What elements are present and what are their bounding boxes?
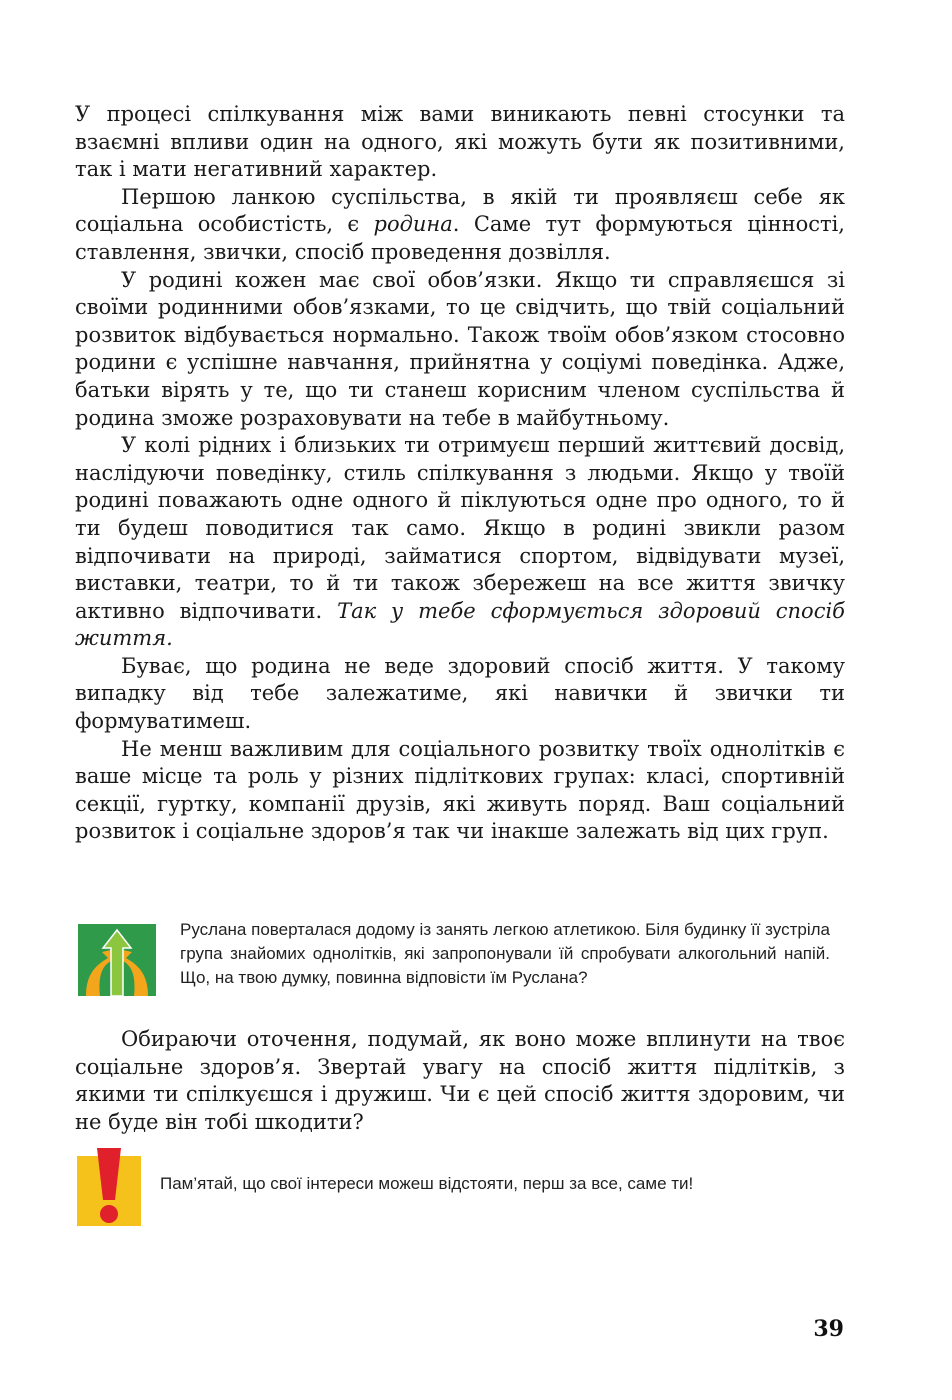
emphasis-term: родина: [373, 212, 453, 237]
paragraph: [75, 432, 845, 653]
situation-box: [75, 918, 845, 1018]
main-text-section: [75, 101, 845, 846]
paragraph: Буває, що родина не веде здоровий спосіб життя. У такому випадку від тебе залежатиме, які навички й звички ти формуватимеш.: [75, 653, 845, 734]
paragraph: У родині кожен має свої обов’язки. Якщо ти справляєшся зі своїми родинними обов’язками, то це свідчить, що твій соціальний розвиток відбувається нормально. Також твоїм обов’язком стосовно родини є успішне навчання, прийнятна у соціумі поведінка. Адже, батьки вірять у те, що ти станеш корисним членом суспільства й родина зможе розраховувати на тебе в майбутньому.: [75, 267, 845, 430]
paragraph: Не менш важливим для соціального розвитку твоїх однолітків є ваше місце та роль у різних підліткових групах: класі, спортивній секції, гуртку, компанії друзів, які живуть поряд. Ваш соціальний розвиток і соціальне здоров’я так чи інакше залежать від цих груп.: [75, 736, 845, 844]
main-text-section: [75, 1026, 845, 1136]
paragraph: Обираючи оточення, подумай, як воно може вплинути на твоє соціальне здоров’я. Звертай увагу на спосіб життя підлітків, з якими ти спілкуєшся і дружиш. Чи є цей спосіб життя здоровим, чи не буде він тобі шкодити?: [75, 1027, 845, 1134]
situation-text: Руслана поверталася додому із занять легкою атлетикою. Біля будинку її зустріла група знайомих однолітків, які запропонували їй спробувати алкогольний напій. Що, на твою думку, повинна відповісти їм Руслана?: [180, 920, 830, 987]
reminder-box: [75, 1148, 845, 1230]
paragraph-text: У колі рідних і близьких ти отримуєш перший життєвий досвід, наслідуючи поведінку, стиль спілкування з людьми. Якщо у твоїй родині поважають одне одного й піклуються одне про одного, то й ти будеш поводитися так само. Якщо в родині звикли разом відпочивати на природі, займатися спортом, відвідувати музеї, виставки, театри, то й ти також збережеш на все життя звичку активно відпочивати.: [75, 433, 845, 623]
paragraph-text: Першою ланкою суспільства, в якій ти проявляєш себе як соціальна особистість, є: [75, 184, 845, 237]
reminder-text: Пам’ятай, що свої інтереси можеш відстояти, перш за все, саме ти!: [160, 1174, 694, 1193]
page-number: 39: [813, 1316, 844, 1342]
paragraph: У процесі спілкування між вами виникають певні стосунки та взаємні впливи один на одного, які можуть бути як позитивними, так і мати негативний характер.: [75, 102, 845, 182]
crossroads-arrows-icon: [78, 924, 156, 996]
paragraph: [75, 184, 845, 267]
emphasis-sentence: Так у тебе сформується здоровий спосіб життя.: [75, 598, 845, 651]
exclamation-icon: [77, 1148, 141, 1228]
paragraph-text: . Саме тут формуються цінності, ставлення, звички, спосіб проведення дозвілля.: [75, 212, 845, 264]
